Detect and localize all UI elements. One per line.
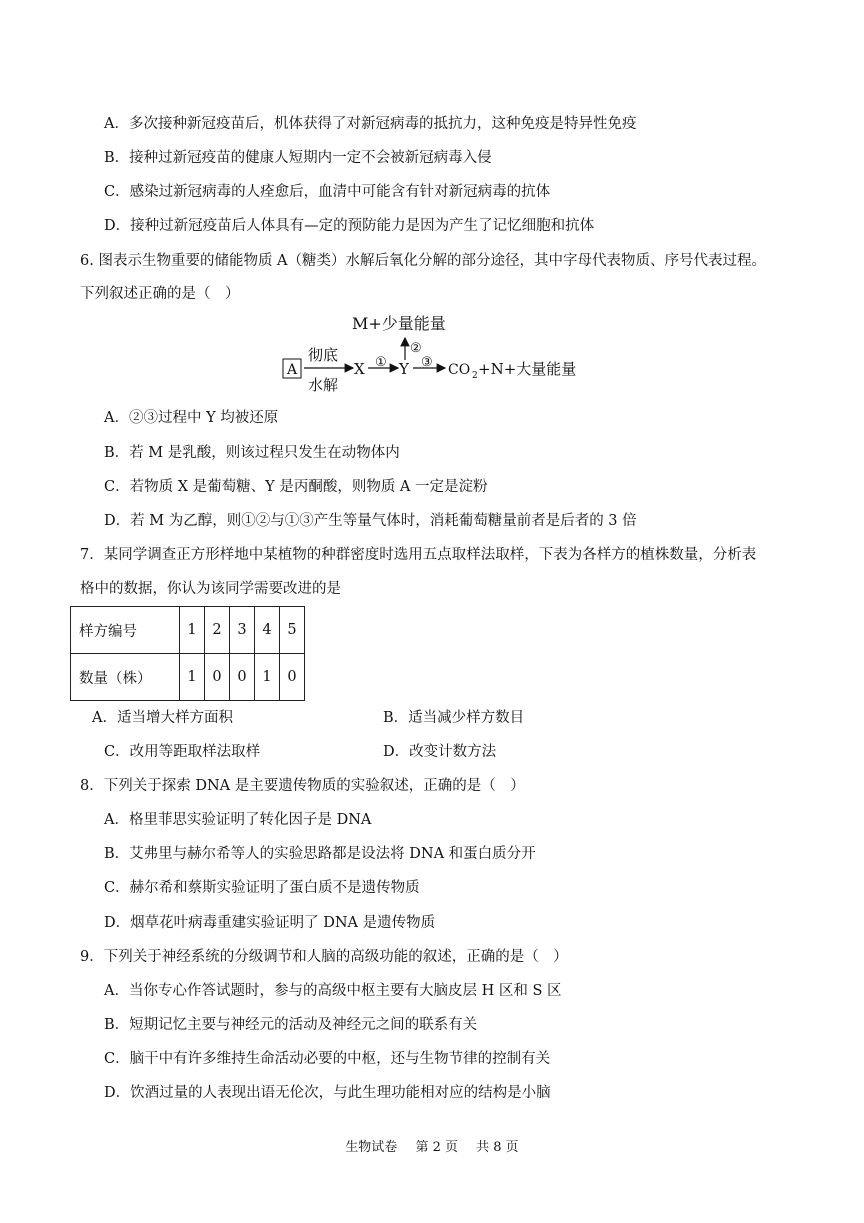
q7-option-d: D．改变计数方法 xyxy=(383,744,497,760)
table-cell: 3 xyxy=(230,607,255,654)
q8-option-c: C．赫尔希和蔡斯实验证明了蛋白质不是遗传物质 xyxy=(104,880,420,896)
q6-stem-line2: 下列叙述正确的是（ ） xyxy=(80,286,240,302)
table-cell: 5 xyxy=(280,607,305,654)
footer-subject: 生物试卷 xyxy=(345,1140,398,1155)
q7-option-c: C．改用等距取样法取样 xyxy=(104,744,261,760)
q6-option-c: C．若物质 X 是葡萄糖、Y 是丙酮酸，则物质 A 一定是淀粉 xyxy=(104,479,488,495)
table-cell: 1 xyxy=(180,607,205,654)
row-header-quantity: 数量（株） xyxy=(71,654,180,701)
q5-option-d: D．接种过新冠疫苗后人体具有—定的预防能力是因为产生了记忆细胞和抗体 xyxy=(104,218,595,234)
q9-option-c: C．脑干中有许多维持生命活动必要的中枢，还与生物节律的控制有关 xyxy=(104,1051,551,1067)
q9-option-d: D．饮酒过量的人表现出语无伦次，与此生理功能相对应的结构是小脑 xyxy=(104,1085,551,1101)
label-x: X xyxy=(354,360,365,378)
q5-option-b: B．接种过新冠疫苗的健康人短期内一定不会被新冠病毒入侵 xyxy=(104,150,492,166)
q8-option-d: D．烟草花叶病毒重建实验证明了 DNA 是遗传物质 xyxy=(104,915,436,931)
label-a: A xyxy=(287,362,298,378)
metabolic-pathway-diagram xyxy=(280,312,600,402)
process-3-label: ③ xyxy=(421,355,433,370)
q5-option-a: A．多次接种新冠疫苗后，机体获得了对新冠病毒的抵抗力，这种免疫是特异性免疫 xyxy=(104,116,637,132)
arrow-label-bottom: 水解 xyxy=(308,376,339,394)
process-1-label: ① xyxy=(375,355,387,370)
table-cell: 1 xyxy=(180,654,205,701)
footer-page-number: 第 2 页 xyxy=(415,1140,458,1155)
page-footer xyxy=(0,1136,864,1155)
q8-option-a: A．格里菲思实验证明了转化因子是 DNA xyxy=(104,812,372,828)
row-header-sample-id: 样方编号 xyxy=(71,607,180,654)
table-cell: 2 xyxy=(205,607,230,654)
label-co2: CO xyxy=(448,362,471,378)
q8-option-b: B．艾弗里与赫尔希等人的实验思路都是设法将 DNA 和蛋白质分开 xyxy=(104,846,536,862)
q6-stem-line1: 6. 图表示生物重要的储能物质 A（糖类）水解后氧化分解的部分途径，其中字母代表物质、序号代表过程。 xyxy=(80,253,767,269)
q6-option-d: D．若 M 为乙醇，则①②与①③产生等量气体时，消耗葡萄糖量前者是后者的 3 倍 xyxy=(104,513,637,529)
q6-option-b: B．若 M 是乳酸，则该过程只发生在动物体内 xyxy=(104,445,400,461)
q5-option-c: C．感染过新冠病毒的人痊愈后，血清中可能含有针对新冠病毒的抗体 xyxy=(104,184,551,200)
q6-option-a: A．②③过程中 Y 均被还原 xyxy=(104,410,279,426)
q7-stem-line2: 格中的数据，你认为该同学需要改进的是 xyxy=(80,581,341,597)
table-cell: 0 xyxy=(230,654,255,701)
label-n-high-energy: +N+大量能量 xyxy=(478,360,577,378)
table-row xyxy=(71,607,305,654)
process-2-label: ② xyxy=(410,341,422,356)
q9-option-a: A．当你专心作答试题时，参与的高级中枢主要有大脑皮层 H 区和 S 区 xyxy=(104,983,562,999)
label-m-low-energy: M+少量能量 xyxy=(352,314,446,333)
footer-total-pages: 共 8 页 xyxy=(476,1140,519,1155)
label-y: Y xyxy=(399,360,409,378)
table-cell: 4 xyxy=(255,607,280,654)
sample-count-table xyxy=(70,606,305,701)
table-row xyxy=(71,654,305,701)
q9-stem: 9．下列关于神经系统的分级调节和人脑的高级功能的叙述，正确的是（ ） xyxy=(80,949,568,965)
table-cell: 1 xyxy=(255,654,280,701)
arrow-label-top: 彻底 xyxy=(308,346,339,364)
q9-option-b: B．短期记忆主要与神经元的活动及神经元之间的联系有关 xyxy=(104,1017,478,1033)
table-cell: 0 xyxy=(280,654,305,701)
q7-option-a: A．适当增大样方面积 xyxy=(92,710,233,726)
q7-option-b: B．适当减少样方数目 xyxy=(383,710,525,726)
table-cell: 0 xyxy=(205,654,230,701)
q7-stem-line1: 7．某同学调查正方形样地中某植物的种群密度时选用五点取样法取样，下表为各样方的植株数量，分析表 xyxy=(80,547,757,563)
q8-stem: 8．下列关于探索 DNA 是主要遗传物质的实验叙述，正确的是（ ） xyxy=(80,778,525,794)
label-co2-subscript: 2 xyxy=(472,371,478,381)
